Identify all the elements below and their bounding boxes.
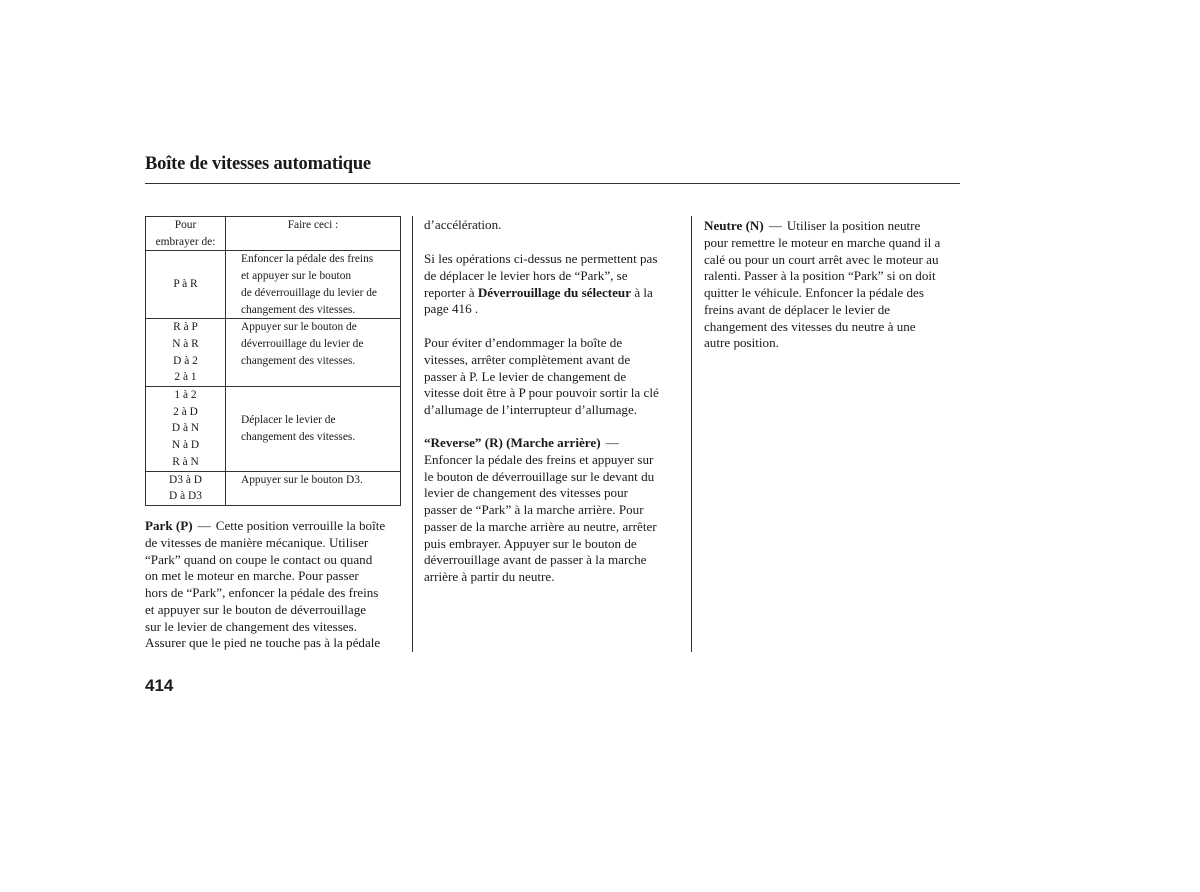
reverse-heading-line bbox=[424, 435, 686, 452]
table-row bbox=[146, 387, 401, 472]
header-line: Pour bbox=[174, 219, 197, 231]
table-row bbox=[146, 471, 401, 505]
text-line: levier de changement des vitesses pour bbox=[424, 485, 628, 501]
text-line: freins avant de déplacer le levier de bbox=[704, 301, 891, 317]
text-line: de vitesses de manière mécanique. Utiliser bbox=[145, 534, 369, 550]
neutre-section bbox=[704, 218, 964, 352]
shift-table bbox=[145, 216, 401, 506]
cell-line: N à R bbox=[172, 337, 199, 350]
text-line: ralenti. Passer à la position “Park” si on doit bbox=[704, 268, 936, 284]
ref-suffix: à la bbox=[634, 284, 653, 300]
col2-p1 bbox=[424, 217, 686, 234]
text-line: pour remettre le moteur en marche quand il a bbox=[704, 234, 941, 250]
reverse-section bbox=[424, 435, 686, 586]
text-line: calé ou pour un court arrêt avec le moteur au bbox=[704, 251, 939, 267]
text-line: Assurer que le pied ne touche pas à la pédale bbox=[145, 635, 381, 651]
column-divider-1 bbox=[412, 216, 413, 652]
table-cell-from bbox=[146, 471, 226, 505]
text-line: passer de la marche arrière au neutre, arrêter bbox=[424, 518, 657, 534]
text-line: passer à P. Le levier de changement de bbox=[424, 368, 627, 384]
text-line: on met le moteur en marche. Pour passer bbox=[145, 568, 359, 584]
text-line bbox=[424, 285, 686, 302]
cell-line: changement des vitesses. bbox=[241, 354, 356, 367]
cell-line: R à N bbox=[172, 455, 199, 468]
park-first-line bbox=[145, 518, 407, 535]
text-line: vitesses, arrêter complètement avant de bbox=[424, 351, 631, 367]
text-line: quitter le véhicule. Enfoncer la pédale des bbox=[704, 285, 924, 300]
header-line: embrayer de: bbox=[155, 235, 216, 248]
cell-line: Appuyer sur le bouton de bbox=[241, 321, 357, 334]
cell-line: D à D3 bbox=[169, 490, 202, 503]
cell-line: de déverrouillage du levier de bbox=[241, 286, 377, 299]
cell-line: R à P bbox=[173, 321, 198, 334]
text-line: d’allumage de l’interrupteur d’allumage. bbox=[424, 402, 638, 417]
neutre-first-line bbox=[704, 218, 964, 235]
table-cell-from bbox=[146, 251, 226, 319]
title-rule bbox=[145, 183, 960, 184]
reverse-heading: “Reverse” (R) (Marche arrière) bbox=[424, 435, 601, 450]
text-line: vitesse doit être à P pour pouvoir sortir la clé bbox=[424, 385, 659, 401]
table-cell-from bbox=[146, 319, 226, 387]
neutre-heading: Neutre (N) bbox=[704, 218, 764, 233]
park-section bbox=[145, 518, 407, 652]
table-cell-action bbox=[226, 471, 401, 505]
header-line: Faire ceci : bbox=[287, 219, 339, 231]
table-header-from bbox=[146, 217, 226, 251]
text-line: Pour éviter d’endommager la boîte de bbox=[424, 335, 623, 350]
table-header-action bbox=[226, 217, 401, 251]
text-line: d’accélération. bbox=[424, 217, 502, 232]
park-heading: Park (P) bbox=[145, 518, 193, 533]
column-divider-2 bbox=[691, 216, 692, 652]
text-line: passer de “Park” à la marche arrière. Pour bbox=[424, 502, 644, 517]
cell-line: D3 à D bbox=[169, 473, 202, 486]
cell-line: Déplacer le levier de bbox=[241, 414, 336, 427]
page-title: Boîte de vitesses automatique bbox=[145, 154, 371, 174]
cell-line: Enfoncer la pédale des freins bbox=[241, 253, 374, 266]
em-dash: — bbox=[768, 218, 782, 233]
text-line: autre position. bbox=[704, 335, 779, 351]
table-header-row bbox=[146, 217, 401, 251]
text-line: Enfoncer la pédale des freins et appuyer sur bbox=[424, 451, 654, 467]
cell-line: D à 2 bbox=[173, 354, 198, 367]
cell-line: et appuyer sur le bouton bbox=[241, 270, 352, 283]
table-row bbox=[146, 251, 401, 319]
cell-line: N à D bbox=[171, 439, 200, 452]
text-line: Cette position verrouille la boîte bbox=[215, 518, 386, 533]
text-line: changement des vitesses du neutre à une bbox=[704, 318, 916, 334]
text-line: arrière à partir du neutre. bbox=[424, 569, 555, 584]
em-dash: — bbox=[605, 435, 619, 450]
cell-line: changement des vitesses. bbox=[241, 303, 356, 316]
text-line: le bouton de déverrouillage sur le devant du bbox=[424, 468, 655, 484]
ref-bold: Déverrouillage du sélecteur bbox=[477, 284, 632, 300]
table-cell-action bbox=[226, 387, 401, 472]
cell-line: changement des vitesses. bbox=[241, 430, 356, 443]
cell-line: déverrouillage du levier de bbox=[241, 337, 364, 350]
text-line: sur le levier de changement des vitesses. bbox=[145, 618, 357, 634]
cell-line: D à N bbox=[171, 422, 200, 435]
cell-line: Appuyer sur le bouton D3. bbox=[241, 473, 363, 486]
text-line: et appuyer sur le bouton de déverrouillage bbox=[145, 601, 367, 617]
cell-line: 1 à 2 bbox=[174, 389, 197, 402]
col2-p3 bbox=[424, 335, 686, 419]
text-line: hors de “Park”, enfoncer la pédale des freins bbox=[145, 585, 379, 600]
cell-line: 2 à D bbox=[173, 405, 198, 418]
text-line: de déplacer le levier hors de “Park”, se bbox=[424, 267, 628, 283]
text-line: puis embrayer. Appuyer sur le bouton de bbox=[424, 535, 637, 551]
text-line: déverrouillage avant de passer à la marche bbox=[424, 552, 647, 568]
em-dash: — bbox=[197, 518, 211, 533]
col2-p2 bbox=[424, 251, 686, 318]
table-cell-from bbox=[146, 387, 226, 472]
table-row bbox=[146, 319, 401, 387]
ref-prefix: reporter à bbox=[424, 284, 475, 300]
table-cell-action bbox=[226, 319, 401, 387]
page-number: 414 bbox=[145, 676, 174, 695]
cell-line: P à R bbox=[173, 278, 198, 291]
table-cell-action bbox=[226, 251, 401, 319]
text-line: Si les opérations ci-dessus ne permettent pas bbox=[424, 251, 658, 266]
text-line: “Park” quand on coupe le contact ou quand bbox=[145, 551, 373, 567]
text-line: Utiliser la position neutre bbox=[786, 218, 921, 233]
text-line: page 416 . bbox=[424, 301, 479, 317]
cell-line: 2 à 1 bbox=[174, 371, 197, 384]
